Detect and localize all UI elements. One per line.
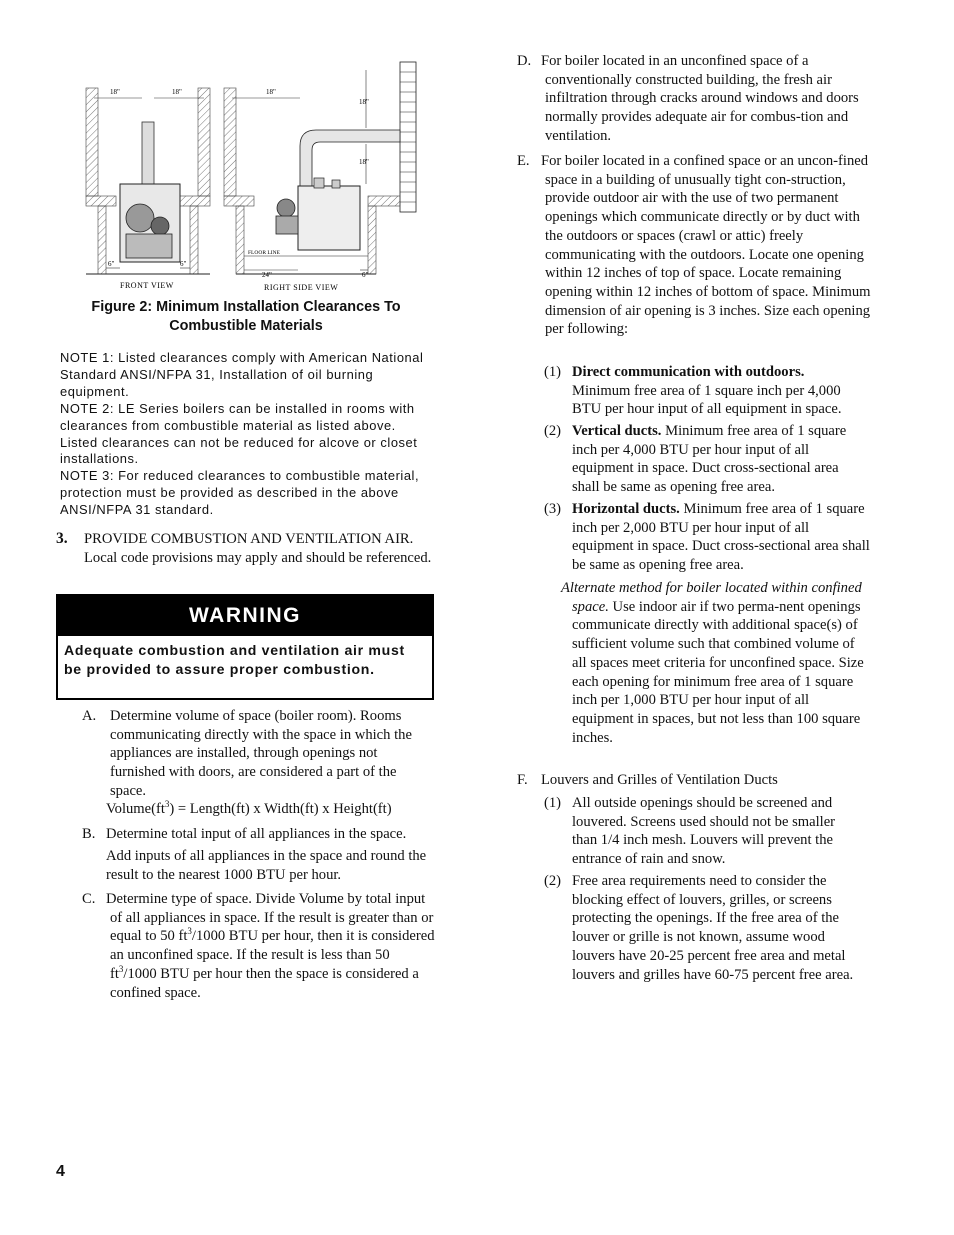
volume-formula-suffix: ) = Length(ft) x Width(ft) x Height(ft) (169, 801, 392, 817)
item-b-text: Determine total input of all appliances in the space. (106, 826, 407, 842)
page-number: 4 (56, 1163, 65, 1180)
floor-line-label: FLOOR LINE (248, 250, 280, 256)
warning-title: WARNING (58, 596, 432, 636)
item-a-label: A. (82, 708, 97, 724)
item-f1-text: All outside openings should be screened and louvered. Screens used should not be smaller than 1/4 inch mesh. Louvers will prevent the entrance of rain and snow. (572, 795, 836, 868)
item-c-text-part3: /1000 BTU per hour then the space is considered a confined space. (110, 965, 419, 1001)
figure-caption-line2: Combustible Materials (169, 318, 323, 334)
item-b-label: B. (82, 826, 96, 842)
item-c (82, 890, 436, 1002)
item-b (82, 825, 434, 844)
item-c-text (106, 890, 436, 1002)
item-f2 (544, 872, 866, 984)
item-c-label: C. (82, 891, 96, 907)
item-e1-heading: Direct communication with outdoors. (572, 364, 805, 380)
step-3 (56, 530, 434, 567)
note-1: NOTE 1: Listed clearances comply with American National Standard ANSI/NFPA 31, Installation of oil burning equipment. (60, 350, 424, 399)
item-f1-label: (1) (544, 795, 562, 811)
front-view-label: FRONT VIEW (120, 281, 174, 290)
item-e3-heading: Horizontal ducts. (572, 501, 680, 517)
figure-caption (70, 298, 422, 336)
item-b-text-2: Add inputs of all appliances in the space and round the result to the nearest 1000 BTU per hour. (106, 848, 427, 883)
item-d-label: D. (517, 53, 532, 69)
item-a (82, 707, 434, 801)
dim-6-front-right: 6" (180, 260, 187, 268)
item-e3-label: (3) (544, 501, 562, 517)
item-f2-text: Free area requirements need to consider the blocking effect of louvers, grilles, or screens protecting the openings. If the free area of the louver or grille is not known, assume wood louvers have 20-25 percent free area and metal louvers and grilles have 60-75 percent free area. (572, 873, 854, 983)
item-f-text: Louvers and Grilles of Ventilation Ducts (541, 772, 778, 788)
dim-18-front-right: 18" (172, 88, 182, 96)
item-f2-label: (2) (544, 873, 562, 889)
note-3: NOTE 3: For reduced clearances to combustible material, protection must be provided as described in the above ANSI/NFPA 31 standard. (60, 468, 420, 518)
volume-formula-exponent: 3 (164, 799, 170, 810)
item-e2-heading: Vertical ducts. (572, 423, 662, 439)
warning-body: Adequate combustion and ventilation air must be provided to assure proper combustion. (64, 642, 405, 677)
item-e2 (544, 422, 868, 497)
alternate-method-text: Use indoor air if two perma-nent openings communicate directly with additional space(s) of sufficient volume such that combined volume of all spaces meet criteria for unconfined space. Size each opening for minimum free area of 1 square inch per 1,000 BTU per hour input of all equipment in spaces, but not less than 100 square inches. (572, 598, 864, 746)
item-c-text-part2: /1000 BTU per hour, then it is considered an unconfined space. If the result is less than 50 ft (110, 928, 435, 982)
dim-24-side: 24" (262, 271, 272, 279)
item-c-exponent-2: 3 (118, 963, 124, 974)
alternate-method (561, 579, 868, 747)
item-e1-text: Minimum free area of 1 square inch per 4,000 BTU per hour input of all equipment in space. (572, 382, 842, 418)
front-view-drawing (86, 88, 210, 290)
step-3-text: PROVIDE COMBUSTION AND VENTILATION AIR. Local code provisions may apply and should be referenced. (84, 531, 432, 566)
dim-6-side: 6" (362, 271, 369, 279)
item-d-text: For boiler located in an unconfined space of a conventionally constructed building, the fresh air infiltration through cracks around windows and doors normally provides adequate air for combus-tion and ventilation. (541, 53, 859, 144)
item-e2-text: Minimum free area of 1 square inch per 4,000 BTU per hour input of all equipment in space. Duct cross-sectional area shall be same as opening free area. (572, 423, 847, 496)
item-a-text: Determine volume of space (boiler room). Rooms communicating directly with the space in which the appliances are installed, through openings not furnished with doors, are considered a part of the space. (110, 708, 412, 799)
item-e1 (544, 363, 866, 419)
alternate-method-heading: Alternate method for boiler located within confined space. (561, 580, 862, 615)
item-e (517, 152, 872, 339)
item-f-label: F. (517, 772, 528, 788)
item-f (517, 771, 867, 790)
item-c-exponent-1: 3 (187, 926, 192, 937)
note-2: NOTE 2: LE Series boilers can be installed in rooms with clearances from combustible material as listed above. Listed clearances can not be reduced for alcove or closet installations. (60, 400, 418, 467)
dim-18-side-pipe-above: 18" (359, 98, 369, 106)
figure-caption-line1: Figure 2: Minimum Installation Clearances To (91, 299, 401, 315)
dim-18-front-left: 18" (110, 88, 120, 96)
clearance-diagram (76, 58, 421, 294)
step-3-number: 3. (56, 530, 68, 547)
item-e-label: E. (517, 153, 530, 169)
item-f1 (544, 794, 862, 869)
right-side-view-drawing (224, 62, 416, 292)
item-a-volume-formula (106, 800, 434, 819)
volume-formula-prefix: Volume(ft (106, 801, 165, 817)
item-c-text-part1: Determine type of space. Divide Volume by total input of all appliances in space. If the result is greater than or equal to 50 ft (106, 891, 434, 945)
notes-block (60, 350, 432, 519)
right-side-view-label: RIGHT SIDE VIEW (264, 283, 339, 292)
item-e2-label: (2) (544, 423, 562, 439)
dim-6-front-left: 6" (108, 260, 115, 268)
dim-18-side-top: 18" (266, 88, 276, 96)
item-e3-text: Minimum free area of 1 square inch per 2,000 BTU per hour input of all equipment in space. Duct cross-sectional area shall be same as opening free area. (572, 501, 870, 574)
item-e1-label: (1) (544, 364, 562, 380)
warning-box (56, 594, 434, 700)
item-e-text: For boiler located in a confined space or an uncon-fined space in a building of unusually tight con-struction, provide outdoor air with the use of two permanent openings which communicate directly or by duct with the outdoors or spaces (crawl or attic) freely communicating with the outdoors. Locate one opening within 12 inches of top of space. Locate remaining opening within 12 inches of bottom of space. Minimum dimension of air opening is 3 inches. Size each opening per following: (541, 153, 871, 338)
item-d (517, 52, 867, 146)
item-e3 (544, 500, 872, 575)
dim-18-side-pipe-below: 18" (359, 158, 369, 166)
